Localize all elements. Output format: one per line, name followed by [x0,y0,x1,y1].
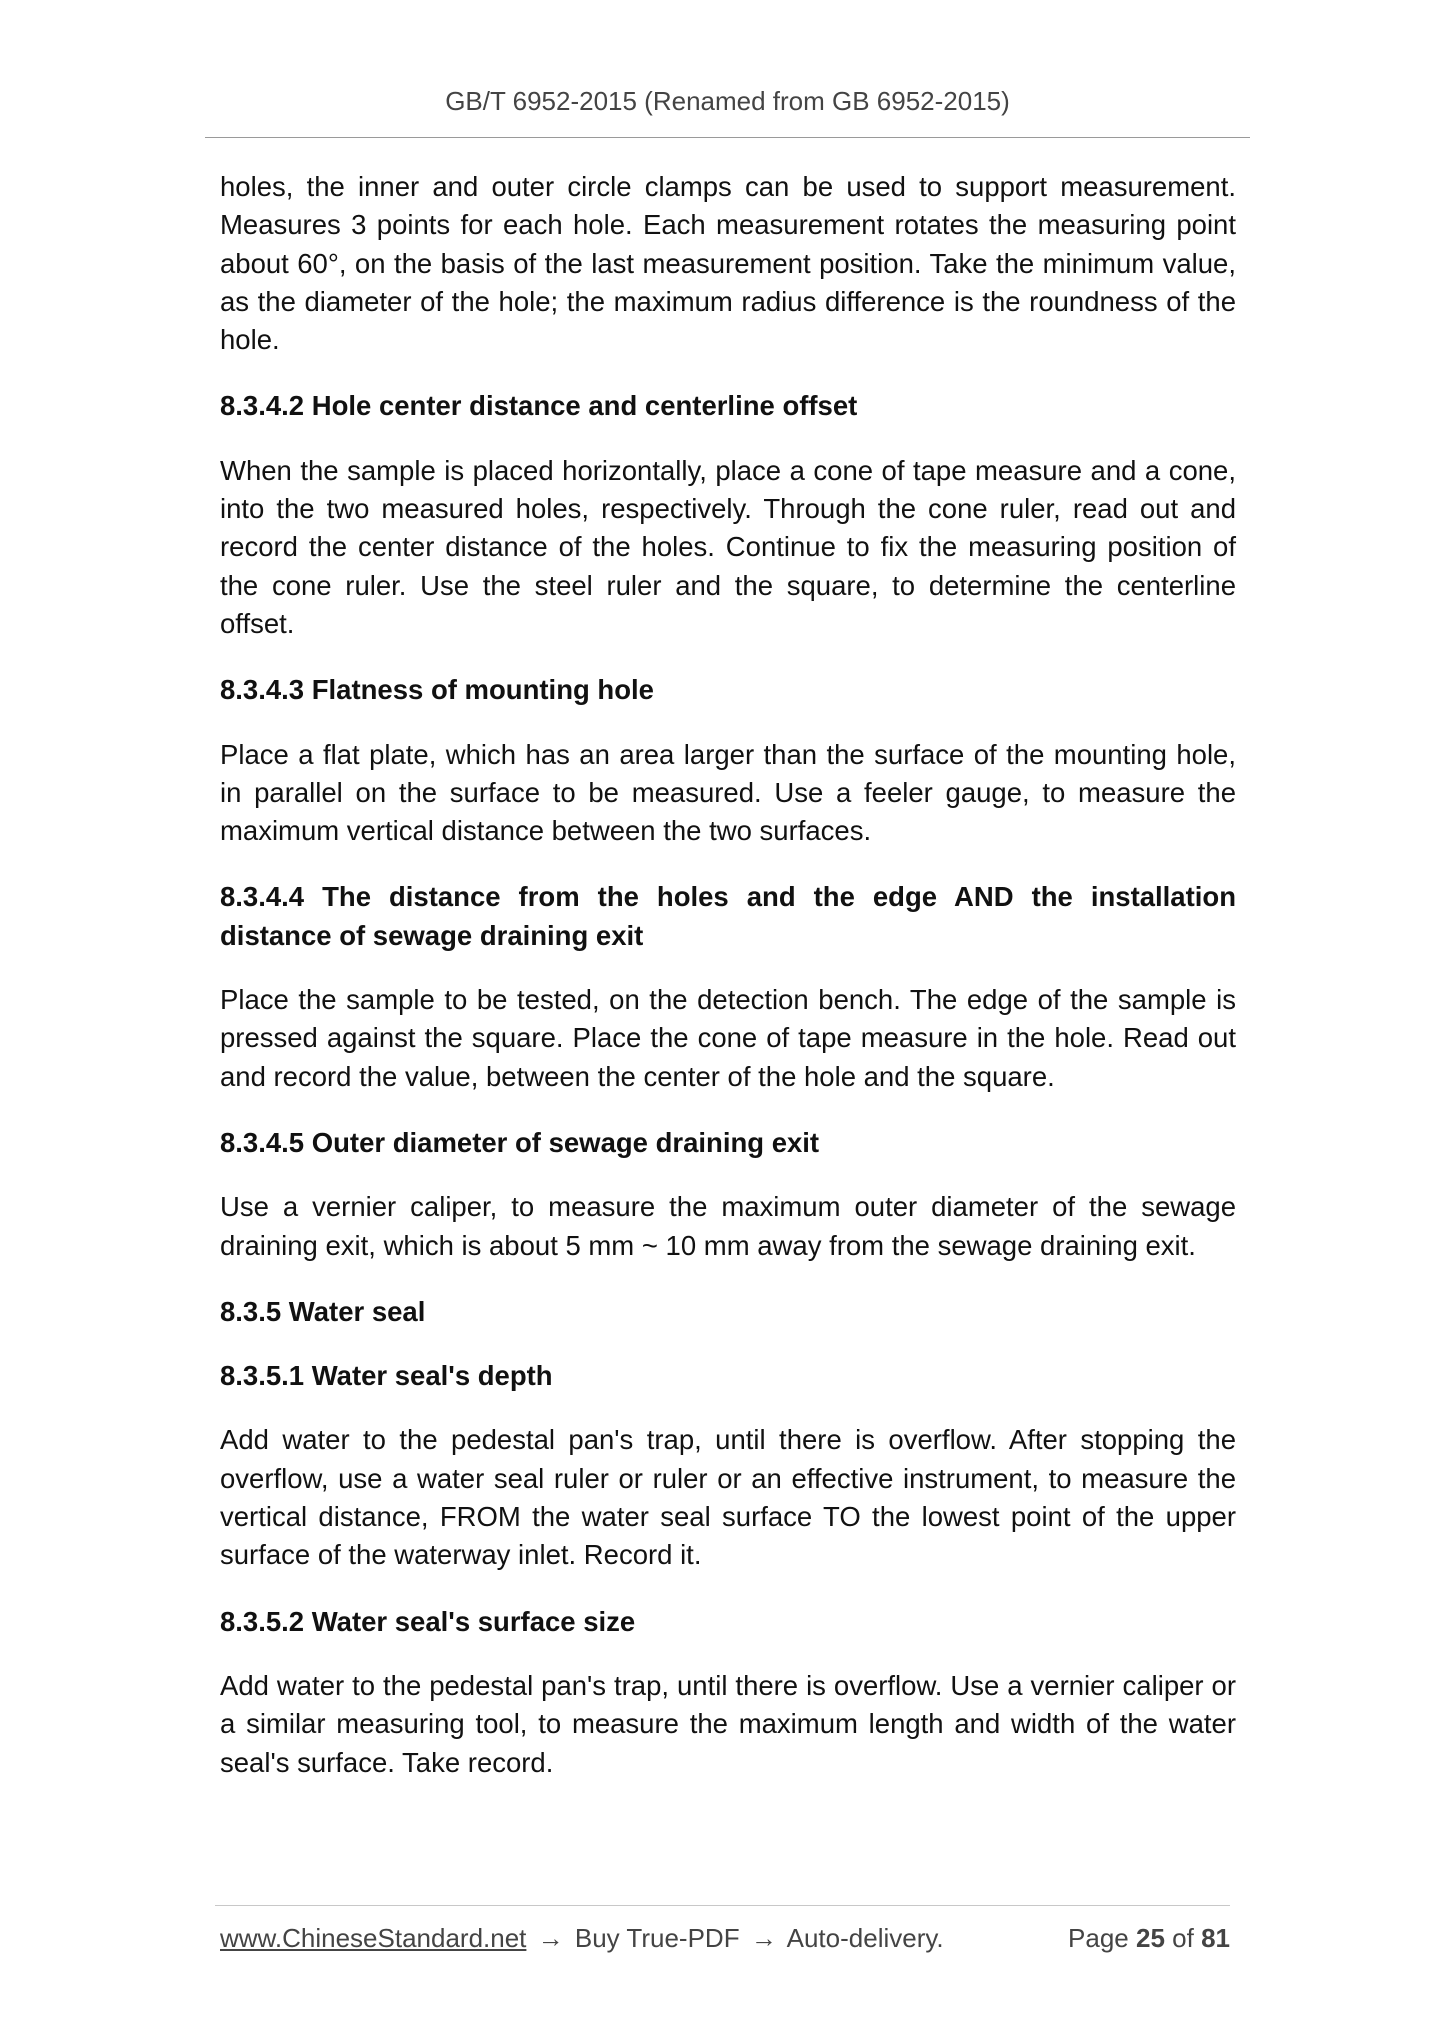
paragraph: Place a flat plate, which has an area larger than the surface of the mounting hole, in parallel on the surface to be measured. Use a feeler gauge, to measure the maximum vertical distance between the two surfaces. [220,738,1236,847]
section-heading: 8.3.4.2 Hole center distance and centerline offset [220,390,858,422]
section-heading: 8.3.5.1 Water seal's depth [220,1360,553,1392]
of-label: of [1172,1923,1194,1953]
header-divider [205,137,1250,138]
page-label: Page [1068,1923,1129,1953]
page-header: GB/T 6952-2015 (Renamed from GB 6952-2015) [445,86,1010,116]
paragraph: When the sample is placed horizontally, place a cone of tape measure and a cone, into the two measured holes, respectively. Through the cone ruler, read out and record the center distance of the holes. Continue to fix the measuring position of the cone ruler. Use the steel ruler and the square, to determine the centerline offset. [220,454,1236,639]
buy-pdf-text: Buy True-PDF [574,1923,740,1953]
section-heading: 8.3.5.2 Water seal's surface size [220,1605,636,1637]
page-number [1068,1923,1230,1954]
paragraph: Add water to the pedestal pan's trap, until there is overflow. Use a vernier caliper or a similar measuring tool, to measure the maximum length and width of the water seal's surface. Take record. [220,1669,1236,1778]
section-heading: 8.3.4.3 Flatness of mounting hole [220,674,654,706]
arrow-right-icon: → [750,1923,777,1953]
current-page: 25 [1136,1923,1165,1953]
section-heading: 8.3.4.5 Outer diameter of sewage draining exit [220,1126,820,1158]
footer-divider [215,1905,1230,1906]
section-heading: 8.3.4.4 The distance from the holes and the edge AND the installation distance of sewage draining exit [220,881,1236,951]
arrow-right-icon: → [537,1923,564,1953]
section-heading: 8.3.5 Water seal [220,1295,426,1327]
paragraph: Add water to the pedestal pan's trap, until there is overflow. After stopping the overflow, use a water seal ruler or ruler or an effective instrument, to measure the vertical distance, FROM the water seal surface TO the lowest point of the upper surface of the waterway inlet. Record it. [220,1424,1236,1571]
website-link[interactable]: www.ChineseStandard.net [220,1923,527,1953]
paragraph: holes, the inner and outer circle clamps can be used to support measurement. Measures 3 points for each hole. Each measurement rotates the measuring point about 60°, on the basis of the last measurement position. Take the minimum value, as the diameter of the hole; the maximum radius difference is the roundness of the hole. [220,171,1236,356]
footer-links [220,1923,944,1954]
delivery-text: Auto-delivery. [786,1923,944,1953]
document-body [220,168,1236,1810]
total-pages: 81 [1201,1923,1230,1953]
paragraph: Place the sample to be tested, on the detection bench. The edge of the sample is pressed against the square. Place the cone of tape measure in the hole. Read out and record the value, between the center of the hole and the square. [220,984,1236,1092]
paragraph: Use a vernier caliper, to measure the maximum outer diameter of the sewage draining exit, which is about 5 mm ~ 10 mm away from the sewage draining exit. [220,1191,1236,1261]
